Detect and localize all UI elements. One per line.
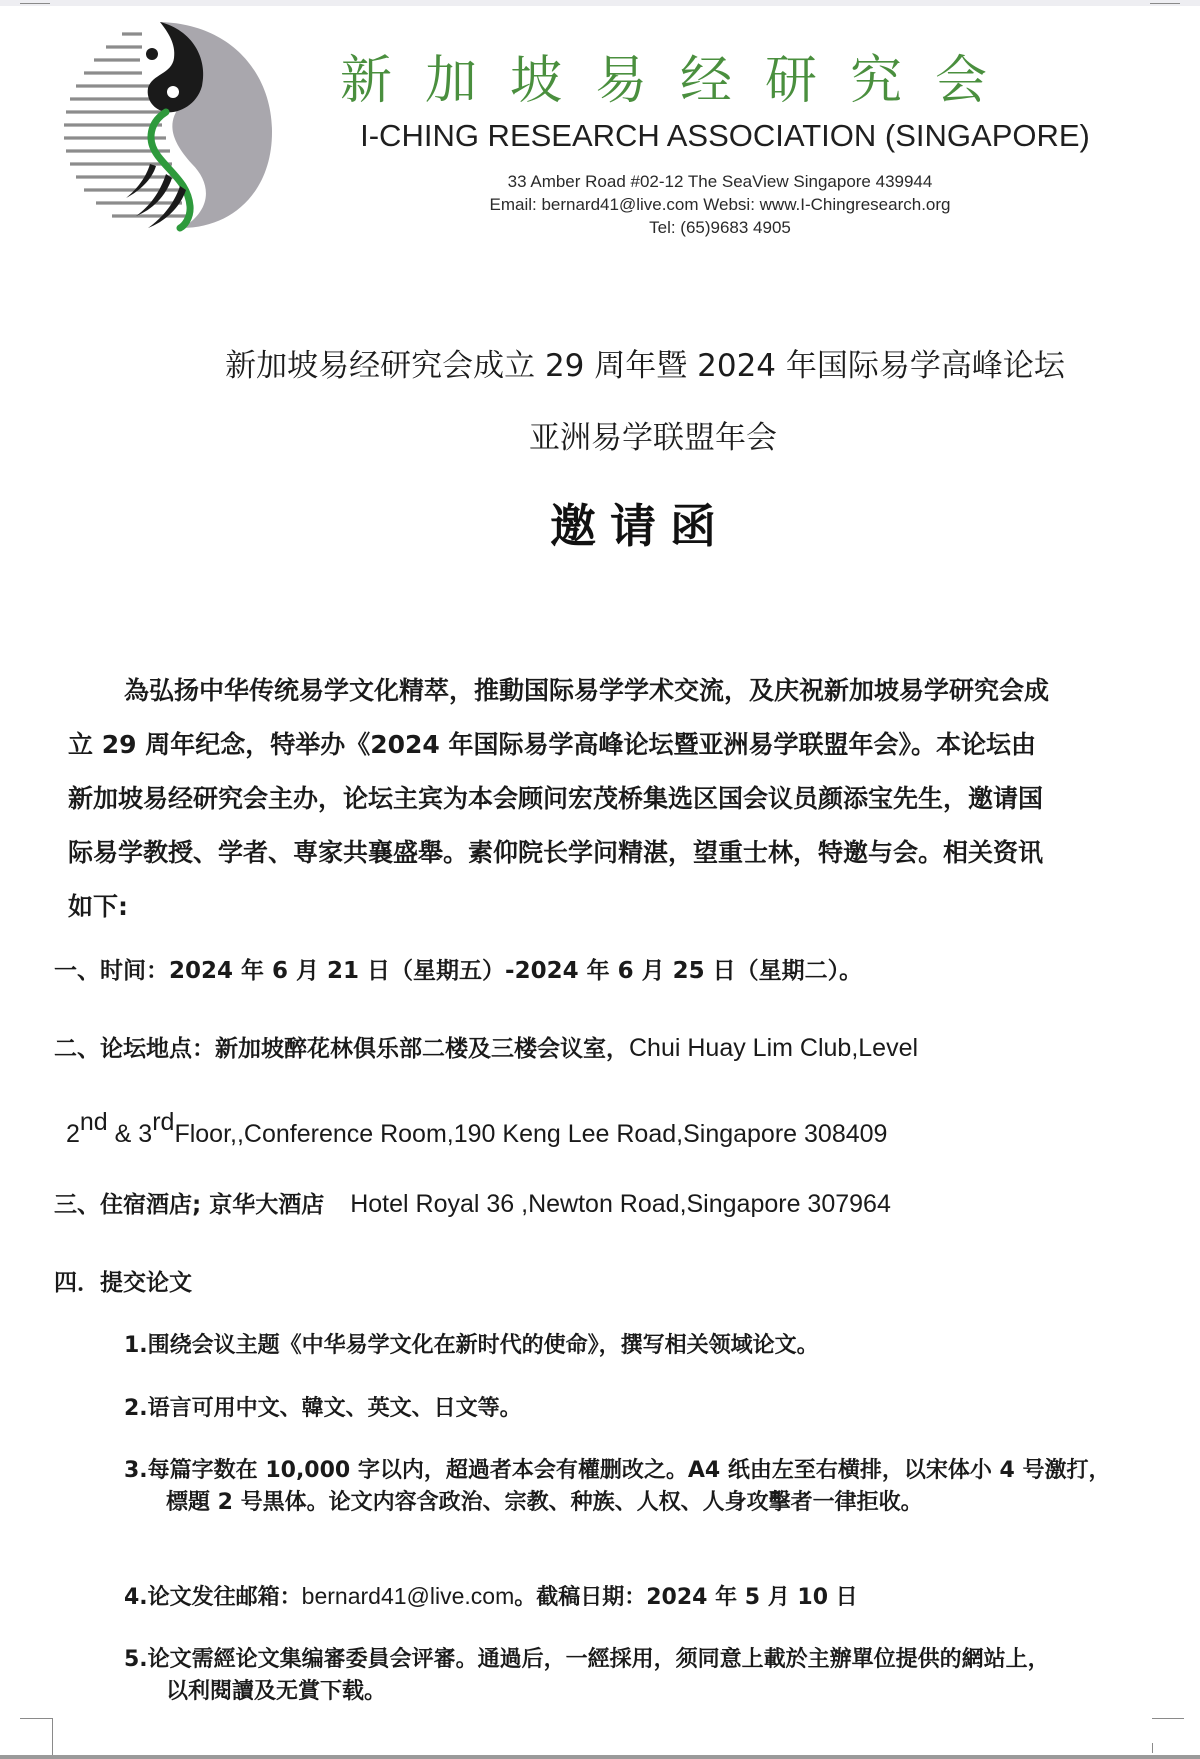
paper-rule-3-line2: 標題 2 号黒体。论文内容含政治、宗教、种族、人权、人身攻擊者一律拒收。 [166, 1490, 923, 1515]
taiji-logo [62, 14, 282, 234]
intro-line: 為弘扬中华传统易学文化精萃，推動国际易学学术交流，及庆祝新加坡易学研究会成 [124, 676, 1050, 705]
page-bottom-edge [0, 1755, 1200, 1759]
org-name-english: I-CHING RESEARCH ASSOCIATION (SINGAPORE) [360, 118, 1090, 153]
paper-rule-5-line2: 以利閱讀及无賞下载。 [166, 1679, 387, 1704]
intro-paragraph [68, 664, 1168, 934]
org-name-chinese: 新加坡易经研究会 [340, 51, 1021, 111]
submission-email: bernard41@live.com [301, 1583, 515, 1609]
paper-rule-4 [124, 1580, 858, 1614]
item-time: 一、时间：2024 年 6 月 21 日（星期五）-2024 年 6 月 25 日（星期二）。 [54, 958, 863, 984]
document-title: 邀请函 [550, 499, 730, 553]
item-venue [54, 1030, 918, 1063]
papers-heading: 四．提交论文 [54, 1270, 192, 1296]
logo-stripes [64, 34, 188, 216]
floor-3: & 3 [107, 1120, 153, 1148]
hotel-english: Hotel Royal 36 ,Newton Road,Singapore 307964 [350, 1190, 891, 1218]
venue-chinese: 二、论坛地点：新加坡醉花林俱乐部二楼及三楼会议室， [54, 1036, 629, 1062]
intro-line: 立 29 周年纪念，特举办《2024 年国际易学高峰论坛暨亚洲易学联盟年会》。本论坛由 [68, 730, 1036, 759]
crop-mark-top-right [1150, 0, 1180, 4]
venue-address: Floor,,Conference Room,190 Keng Lee Road,Singapore 308409 [174, 1120, 888, 1148]
page-top-edge [0, 0, 1200, 6]
intro-line: 如下: [68, 892, 128, 921]
paper-rule-1: 1.围绕会议主题《中华易学文化在新时代的使命》，撰写相关领域论文。 [124, 1333, 819, 1358]
paper-rule-2: 2.语言可用中文、韓文、英文、日文等。 [124, 1396, 522, 1421]
paper-rule-3-line1: 3.每篇字数在 10,000 字以内，超過者本会有權删改之。A4 纸由左至右横排，以宋体小 4 号激打， [124, 1458, 1111, 1483]
ordinal-rd: rd [152, 1108, 175, 1136]
venue-english: Chui Huay Lim Club,Level [629, 1034, 919, 1062]
contact-block [420, 170, 1020, 239]
event-title: 新加坡易经研究会成立 29 周年暨 2024 年国际易学高峰论坛 [225, 348, 1065, 384]
hotel-chinese: 三、住宿酒店; 京华大酒店 [54, 1192, 325, 1218]
intro-line: 际易学教授、学者、専家共襄盛舉。素仰院长学问精湛，望重士林，特邀与会。相关资讯 [68, 838, 1044, 867]
intro-line: 新加坡易经研究会主办，论坛主宾为本会顾问宏茂桥集选区国会议员颜添宝先生，邀请国 [68, 784, 1044, 813]
item-hotel [54, 1186, 891, 1219]
crop-mark-bottom-right [1152, 1718, 1184, 1755]
paper-rule-3 [124, 1455, 1111, 1519]
ordinal-nd: nd [79, 1108, 108, 1136]
item-venue-line2 [66, 1108, 887, 1149]
floor-2: 2 [66, 1120, 80, 1148]
logo-white-dot [167, 86, 179, 98]
crop-mark-bottom-left [20, 1718, 53, 1755]
paper-rule-5 [124, 1644, 1050, 1708]
event-subtitle: 亚洲易学联盟年会 [529, 420, 777, 456]
org-telephone: Tel: (65)9683 4905 [649, 218, 791, 237]
paper-rule-5-line1: 5.论文需經论文集编審委員会评審。通過后，一經採用，须同意上載於主辦單位提供的網站上， [124, 1647, 1050, 1672]
paper-rule-4-label: 4.论文发往邮箱： [124, 1585, 302, 1610]
org-email-website: Email: bernard41@live.com Websi: www.I-Chingresearch.org [489, 195, 951, 214]
crop-mark-top-left [20, 0, 50, 4]
org-address: 33 Amber Road #02-12 The SeaView Singapore 439944 [507, 172, 933, 191]
paper-rule-4-deadline: 。截稿日期：2024 年 5 月 10 日 [514, 1585, 858, 1610]
logo-black-dot [146, 48, 158, 60]
